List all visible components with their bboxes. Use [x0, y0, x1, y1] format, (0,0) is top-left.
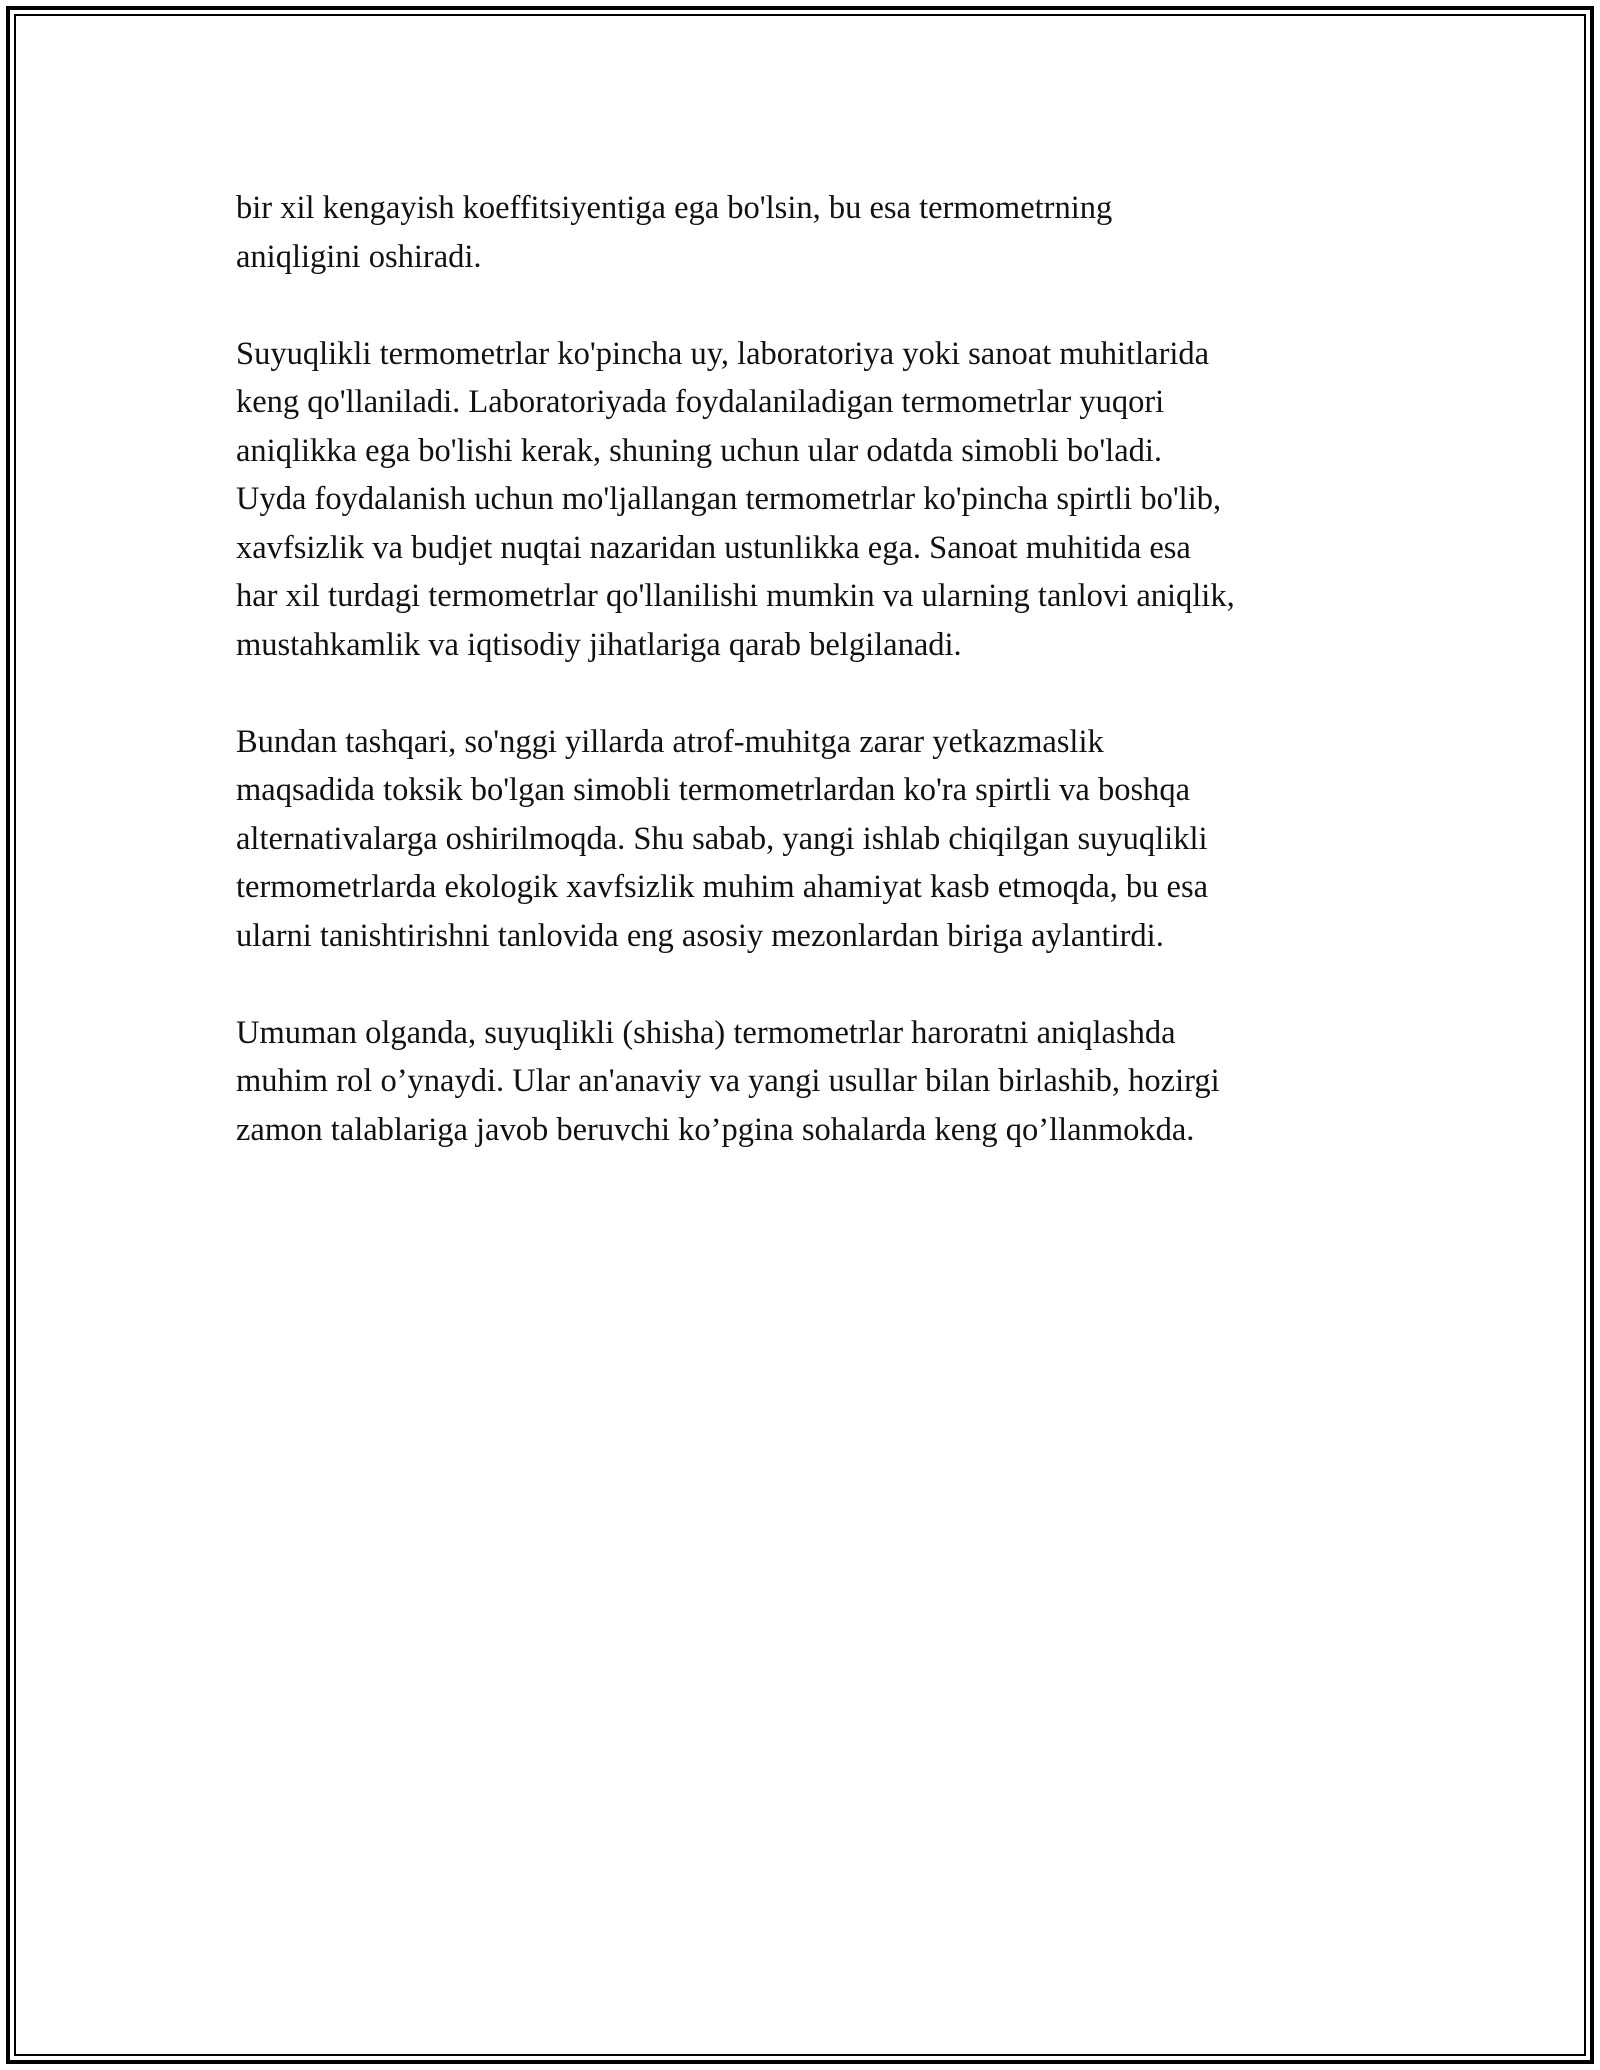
paragraph-1	[236, 184, 1386, 281]
text-line: zamon talablariga javob beruvchi ko’pgina sohalarda keng qo’llanmokda.	[236, 1111, 1195, 1148]
text-line: aniqligini oshiradi.	[236, 238, 482, 275]
paragraph-4	[236, 1009, 1386, 1155]
text-line: maqsadida toksik bo'lgan simobli termometrlardan ko'ra spirtli va boshqa	[236, 772, 1191, 808]
text-line: aniqlikka ega bo'lishi kerak, shuning uchun ular odatda simobli bo'ladi.	[236, 432, 1163, 469]
paragraph-2	[236, 330, 1386, 670]
text-line: har xil turdagi termometrlar qo'llanilishi mumkin va ularning tanlovi aniqlik,	[236, 578, 1235, 614]
paragraph-3	[236, 718, 1386, 961]
text-line: mustahkamlik va iqtisodiy jihatlariga qarab belgilanadi.	[236, 626, 962, 663]
document-body	[236, 184, 1386, 1203]
text-line: muhim rol o’ynaydi. Ular an'anaviy va yangi usullar bilan birlashib, hozirgi	[236, 1063, 1220, 1099]
text-line: Suyuqlikli termometrlar ko'pincha uy, laboratoriya yoki sanoat muhitlarida	[236, 335, 1210, 372]
text-line: Bundan tashqari, so'nggi yillarda atrof-muhitga zarar yetkazmaslik	[236, 723, 1104, 760]
text-line: termometrlarda ekologik xavfsizlik muhim ahamiyat kasb etmoqda, bu esa	[236, 869, 1209, 905]
text-line: alternativalarga oshirilmoqda. Shu sabab, yangi ishlab chiqilgan suyuqlikli	[236, 820, 1208, 857]
text-line: Uyda foydalanish uchun mo'ljallangan termometrlar ko'pincha spirtli bo'lib,	[236, 481, 1222, 517]
text-line: xavfsizlik va budjet nuqtai nazaridan ustunlikka ega. Sanoat muhitida esa	[236, 529, 1191, 566]
text-line: Umuman olganda, suyuqlikli (shisha) termometrlar haroratni aniqlashda	[236, 1014, 1176, 1051]
text-line: bir xil kengayish koeffitsiyentiga ega bo'lsin, bu esa termometrning	[236, 190, 1113, 226]
text-line: ularni tanishtirishni tanlovida eng asosiy mezonlardan biriga aylantirdi.	[236, 917, 1164, 954]
text-line: keng qo'llaniladi. Laboratoriyada foydalaniladigan termometrlar yuqori	[236, 384, 1165, 420]
